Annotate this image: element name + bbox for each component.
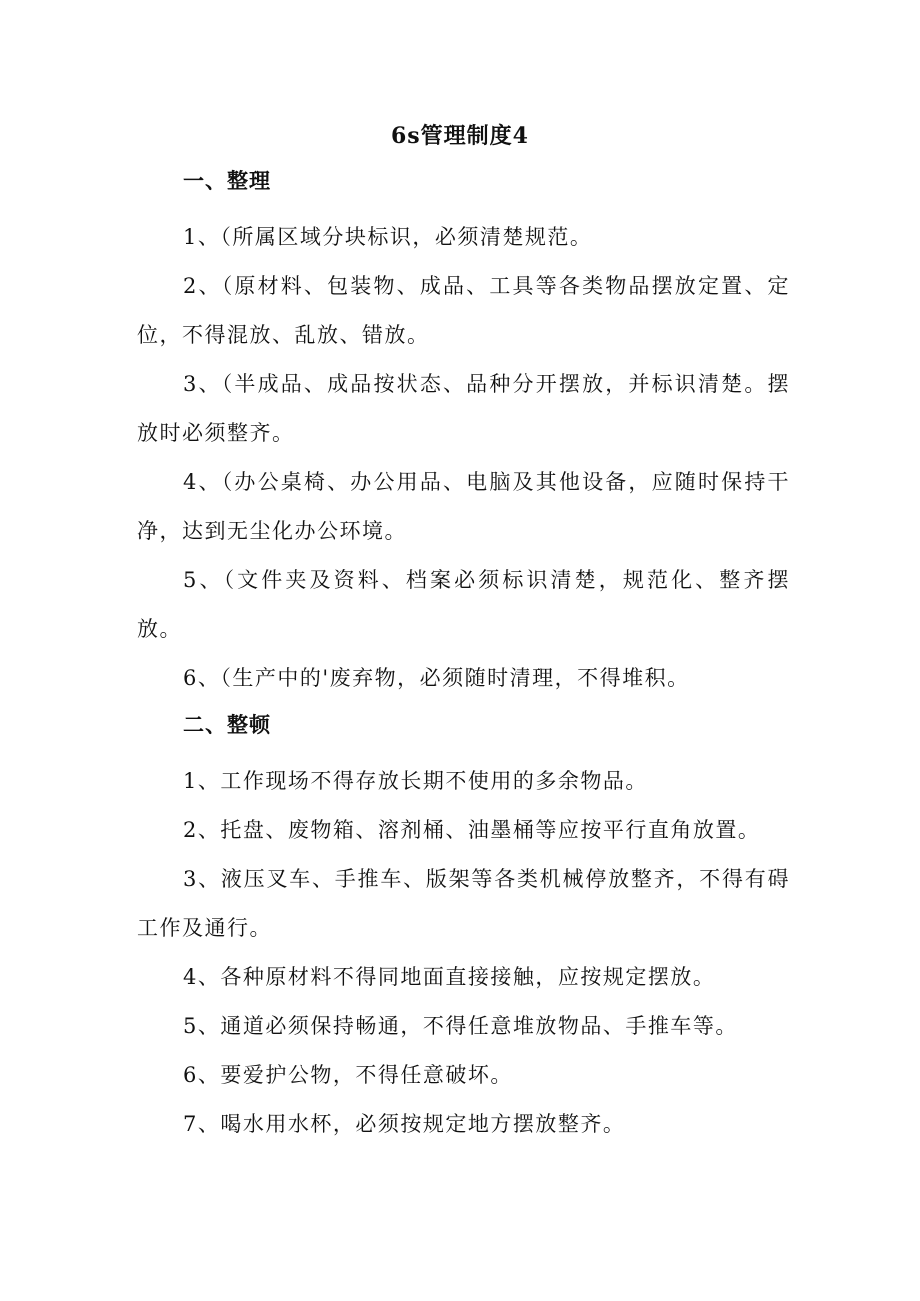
paragraph: 5、（文件夹及资料、档案必须标识清楚，规范化、整齐摆放。 — [137, 568, 790, 641]
section-heading: 一、整理 — [183, 168, 271, 193]
paragraph: 5、通道必须保持畅通，不得任意堆放物品、手推车等。 — [183, 1014, 738, 1038]
paragraph: 1、（所属区域分块标识，必须清楚规范。 — [183, 225, 593, 249]
paragraph: 4、（办公桌椅、办公用品、电脑及其他设备，应随时保持干净，达到无尘化办公环境。 — [137, 470, 790, 543]
paragraph: 3、液压叉车、手推车、版架等各类机械停放整齐，不得有碍工作及通行。 — [137, 867, 790, 940]
document-body — [137, 163, 790, 1149]
paragraph: 1、工作现场不得存放长期不使用的多余物品。 — [183, 769, 648, 793]
paragraph: 2、托盘、废物箱、溶剂桶、油墨桶等应按平行直角放置。 — [183, 818, 761, 842]
paragraph: 3、（半成品、成品按状态、品种分开摆放，并标识清楚。摆放时必须整齐。 — [137, 372, 790, 445]
paragraph: 6、要爱护公物，不得任意破坏。 — [183, 1063, 513, 1087]
paragraph: 7、喝水用水杯，必须按规定地方摆放整齐。 — [183, 1112, 626, 1136]
paragraph: 4、各种原材料不得同地面直接接触，应按规定摆放。 — [183, 965, 716, 989]
section-zhengdun — [137, 707, 790, 1149]
paragraph: 6、（生产中的'废弃物，必须随时清理，不得堆积。 — [183, 666, 690, 690]
document-title: 6s管理制度4 — [390, 123, 529, 149]
paragraph: 2、（原材料、包装物、成品、工具等各类物品摆放定置、定位，不得混放、乱放、错放。 — [137, 274, 790, 347]
section-heading: 二、整顿 — [183, 712, 271, 737]
section-zhengli — [137, 163, 790, 703]
